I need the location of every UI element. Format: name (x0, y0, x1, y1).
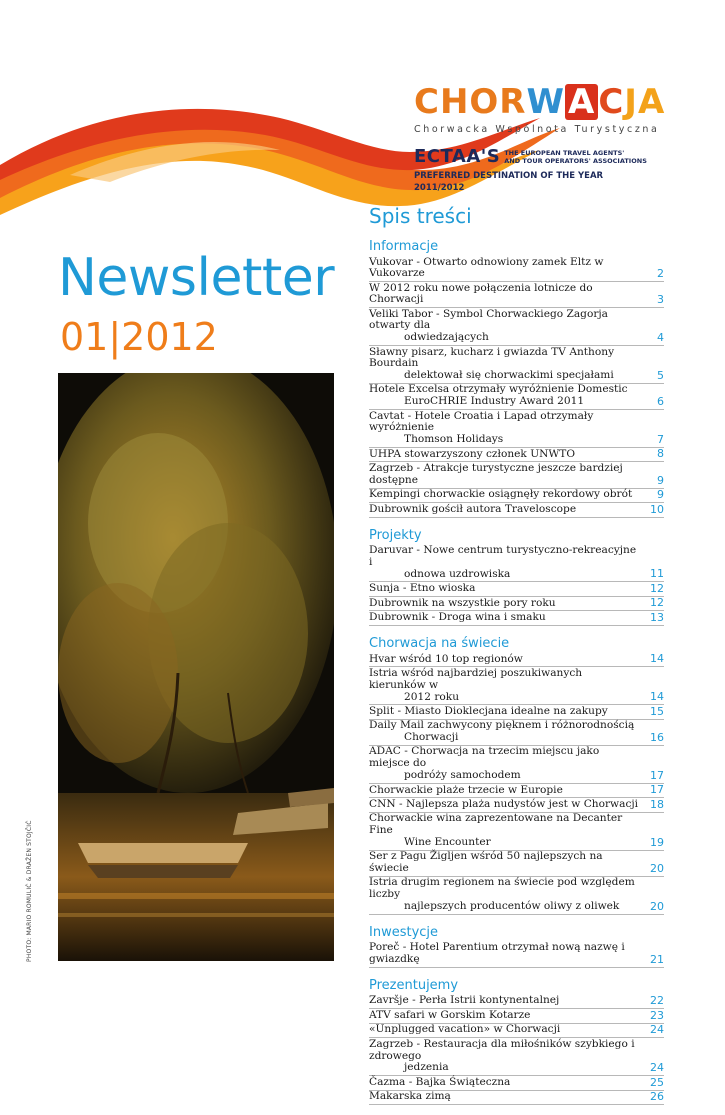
toc-section (369, 239, 664, 518)
toc-entry[interactable] (369, 1009, 664, 1024)
entry-title: Cavtat - Hotele Croatia i Lapad otrzymały wyróżnienie Thomson Holidays (369, 409, 594, 446)
toc-entry[interactable] (369, 851, 664, 877)
toc-entry[interactable] (369, 256, 664, 282)
entry-page-number: 14 (650, 690, 664, 704)
toc-section (369, 925, 664, 968)
entry-page-number: 3 (657, 293, 664, 307)
toc-title: Spis treści (369, 204, 472, 228)
toc-entry[interactable] (369, 1038, 664, 1076)
toc-section (369, 978, 664, 1105)
toc-entry[interactable] (369, 611, 664, 626)
entry-title: ADAC - Chorwacja na trzecim miejscu jako miejsce do podróży samochodem (369, 745, 600, 782)
toc-entry[interactable] (369, 942, 664, 968)
toc-entry[interactable] (369, 410, 664, 448)
toc-entry[interactable] (369, 503, 664, 518)
newsletter-title: Newsletter (58, 248, 335, 308)
toc-entry[interactable] (369, 346, 664, 384)
entry-title: Dubrownik - Droga wina i smaku (369, 611, 546, 624)
entry-page-number: 12 (650, 596, 664, 610)
ectaa-mark: ECTAA'S (414, 146, 501, 167)
toc-sections (369, 239, 664, 1105)
logo-tagline: Chorwacka Wspólnota Turystyczna (414, 124, 660, 135)
entry-title: CNN - Najlepsza plaża nudystów jest w Chorwacji (369, 798, 639, 811)
entry-title: Završje - Perła Istrii kontynentalnej (369, 994, 560, 1007)
entry-page-number: 10 (650, 502, 664, 516)
entry-page-number: 12 (650, 581, 664, 595)
section-title: Projekty (369, 527, 422, 543)
ectaa-badge (414, 146, 714, 194)
entry-page-number: 2 (657, 267, 664, 281)
entry-page-number: 7 (657, 432, 664, 446)
entry-title: Daily Mail zachwycony pięknem i różnorodnością Chorwacji (369, 719, 635, 744)
logo-wordmark: CHORWACJA (414, 82, 666, 122)
entry-page-number: 6 (657, 395, 664, 409)
entry-page-number: 15 (650, 704, 664, 718)
entry-title: Zagrzeb - Atrakcje turystyczne jeszcze bardziej dostępne (369, 461, 623, 486)
toc-entry[interactable] (369, 1024, 664, 1039)
photo-credit: PHOTO: MARIO ROMULIĆ & DRAŽEN STOJČIĆ (26, 820, 33, 962)
entry-page-number: 16 (650, 730, 664, 744)
entry-page-number: 9 (657, 473, 664, 487)
entry-title: «Unplugged vacation» w Chorwacji (369, 1023, 561, 1036)
entry-title: Daruvar - Nowe centrum turystyczno-rekreacyjne i odnowa uzdrowiska (369, 544, 637, 580)
entry-page-number: 14 (650, 652, 664, 666)
entry-title: Ser z Pagu Žigljen wśród 50 najlepszych na świecie (369, 850, 603, 874)
toc-entry[interactable] (369, 720, 664, 746)
entry-title: Sunja - Etno wioska (369, 582, 476, 595)
entry-title: UHPA stowarzyszony członek UNWTO (369, 447, 576, 460)
toc-entry[interactable] (369, 1091, 664, 1106)
section-title: Chorwacja na świecie (369, 635, 510, 651)
entry-page-number: 4 (657, 331, 664, 345)
entry-title: Zagrzeb - Restauracja dla miłośników szybkiego i zdrowego jedzenia (369, 1037, 635, 1074)
toc-entry[interactable] (369, 545, 664, 583)
issue-number: 01|2012 (60, 315, 218, 359)
section-title: Informacje (369, 239, 439, 254)
entry-page-number: 23 (650, 1008, 664, 1022)
preferred-destination: PREFERRED DESTINATION OF THE YEAR 2011/2012 (414, 171, 604, 193)
entry-title: Chorwackie wina zaprezentowane na Decanter Fine Wine Encounter (369, 812, 623, 848)
entry-page-number: 26 (650, 1090, 664, 1104)
section-title: Prezentujemy (369, 977, 459, 993)
table-of-contents (369, 203, 664, 1115)
entry-title: Sławny pisarz, kucharz i gwiazda TV Anthony Bourdain delektował się chorwackimi specjałami (369, 345, 615, 382)
entry-page-number: 5 (657, 368, 664, 382)
entry-page-number: 20 (650, 899, 664, 913)
toc-entry[interactable] (369, 877, 664, 915)
chorwacja-logo (414, 84, 714, 135)
entry-page-number: 17 (650, 783, 664, 797)
toc-section (369, 528, 664, 626)
entry-title: Hotele Excelsa otrzymały wyróżnienie Domestic EuroCHRIE Industry Award 2011 (369, 383, 628, 408)
toc-entry[interactable] (369, 784, 664, 799)
toc-entry[interactable] (369, 1076, 664, 1091)
toc-entry[interactable] (369, 667, 664, 705)
entry-title: Dubrownik na wszystkie pory roku (369, 596, 556, 609)
toc-entry[interactable] (369, 308, 664, 346)
entry-page-number: 20 (650, 861, 664, 875)
entry-title: Chorwackie plaże trzecie w Europie (369, 783, 563, 796)
cover-photo (58, 373, 334, 961)
toc-entry[interactable] (369, 705, 664, 720)
toc-entry[interactable] (369, 798, 664, 813)
toc-entry[interactable] (369, 384, 664, 410)
toc-entry[interactable] (369, 746, 664, 784)
entry-title: Istria wśród najbardziej poszukiwanych kierunków w 2012 roku (369, 666, 583, 703)
toc-entry[interactable] (369, 653, 664, 668)
entry-title: ATV safari w Gorskim Kotarze (369, 1008, 531, 1021)
section-title: Inwestycje (369, 924, 439, 940)
entry-page-number: 24 (650, 1061, 664, 1075)
entry-title: Vukovar - Otwarto odnowiony zamek Eltz w Vukovarze (369, 255, 604, 280)
entry-title: Poreč - Hotel Parentium otrzymał nową nazwę i gwiazdkę (369, 941, 625, 965)
entry-title: Makarska zimą (369, 1090, 451, 1103)
ectaa-description: THE EUROPEAN TRAVEL AGENTS' AND TOUR OPERATORS' ASSOCIATIONS (504, 148, 647, 165)
entry-page-number: 13 (650, 610, 664, 624)
entry-title: Dubrownik gościł autora Traveloscope (369, 502, 577, 515)
entry-title: Veliki Tabor - Symbol Chorwackiego Zagorja otwarty dla odwiedzających (369, 307, 608, 344)
entry-title: Istria drugim regionem na świecie pod względem liczby najlepszych producentów oliwy z oliwek (369, 876, 635, 912)
entry-page-number: 22 (650, 994, 664, 1008)
entry-title: W 2012 roku nowe połączenia lotnicze do Chorwacji (369, 281, 593, 306)
toc-entry[interactable] (369, 489, 664, 504)
entry-page-number: 8 (657, 447, 664, 461)
entry-page-number: 21 (650, 952, 664, 966)
toc-entry[interactable] (369, 582, 664, 597)
toc-entry[interactable] (369, 995, 664, 1010)
toc-entry[interactable] (369, 282, 664, 308)
toc-entry[interactable] (369, 462, 664, 488)
toc-section (369, 636, 664, 915)
entry-page-number: 25 (650, 1075, 664, 1089)
toc-entry[interactable] (369, 597, 664, 612)
entry-page-number: 18 (650, 797, 664, 811)
entry-title: Hvar wśród 10 top regionów (369, 652, 523, 665)
entry-page-number: 9 (657, 488, 664, 502)
toc-entry[interactable] (369, 448, 664, 463)
entry-page-number: 11 (650, 567, 664, 581)
entry-title: Čazma - Bajka Świąteczna (369, 1075, 511, 1088)
toc-entry[interactable] (369, 813, 664, 851)
entry-page-number: 19 (650, 835, 664, 849)
entry-title: Split - Miasto Dioklecjana idealne na zakupy (369, 705, 608, 718)
entry-page-number: 24 (650, 1023, 664, 1037)
entry-page-number: 17 (650, 768, 664, 782)
entry-title: Kempingi chorwackie osiągnęły rekordowy obrót (369, 488, 633, 501)
